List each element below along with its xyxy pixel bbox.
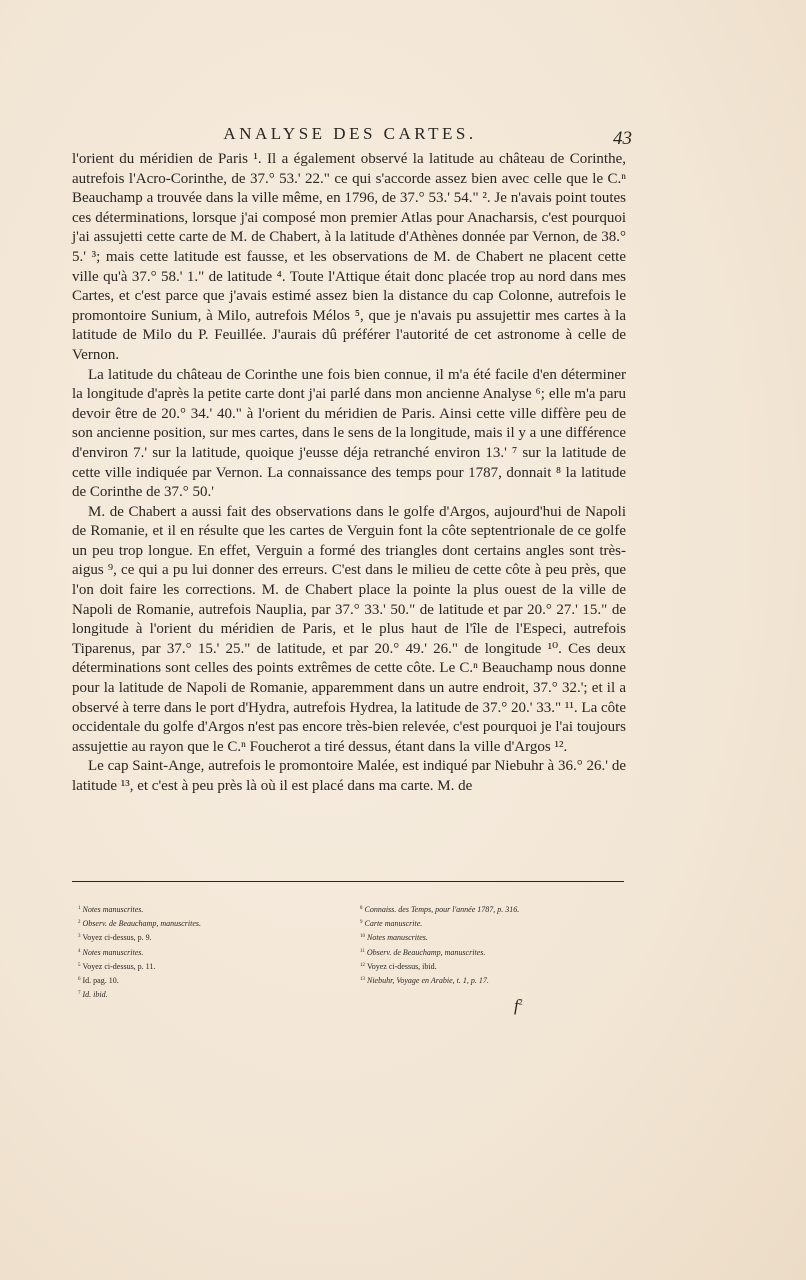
footnote-text: Notes manuscrites. bbox=[367, 933, 428, 943]
footnote-number: 11 bbox=[360, 948, 365, 954]
running-title: ANALYSE DES CARTES. bbox=[223, 124, 477, 143]
footnote bbox=[360, 902, 630, 916]
footnote-number: 2 bbox=[78, 920, 81, 926]
paragraph: La latitude du château de Corinthe une fois bien connue, il m'a été facile d'en déterminer la longitude d'après la petite carte dont j'ai parlé dans mon ancienne Analyse ⁶; elle m'a paru devoir être de 20.° 34.' 40." à l'orient du méridien de Paris. Ainsi cette ville diffère peu de son ancienne position, sur mes cartes, dans le sens de la longitude, mais il y a une différence d'environ 7.' sur la latitude, quoique j'eusse déja retranché environ 13.' ⁷ sur la latitude de cette ville indiquée par Vernon. La connaissance des temps pour 1787, donnait ⁸ la latitude de Corinthe de 37.° 50.' bbox=[72, 366, 626, 501]
footnote-number: 7 bbox=[78, 991, 81, 997]
footnote-text: Connaiss. des Temps, pour l'année 1787, p. 316. bbox=[364, 905, 520, 914]
footnote bbox=[78, 987, 348, 1001]
footnote-number: 3 bbox=[78, 934, 81, 940]
footnote-text: Voyez ci-dessus, p. 9. bbox=[82, 933, 152, 943]
footnote-text: Voyez ci-dessus, p. 11. bbox=[82, 961, 156, 971]
page-header bbox=[72, 124, 632, 150]
footnote bbox=[78, 973, 348, 987]
footnote bbox=[78, 902, 348, 916]
footnote bbox=[78, 916, 348, 930]
footnote-column-left bbox=[78, 902, 348, 1001]
footnote bbox=[360, 930, 630, 944]
footnote bbox=[360, 916, 630, 930]
footnote-number: 13 bbox=[360, 977, 365, 983]
footnote bbox=[360, 945, 630, 959]
paragraph: M. de Chabert a aussi fait des observations dans le golfe d'Argos, aujourd'hui de Napoli de Romanie, et il en résulte que les cartes de Verguin font la côte septentrionale de ce golfe un peu trop longue. En effet, Verguin a formé des triangles dont certains angles sont très-aigus ⁹, ce qui a pu lui donner des erreurs. C'est dans le milieu de cette côte à peu près, que l'on doit faire les corrections. M. de Chabert place la pointe la plus ouest de la ville de Napoli de Romanie, autrefois Nauplia, par 37.° 33.' 50." de latitude et par 20.° 27.' 15." de longitude à l'orient du méridien de Paris, et le plus haut de l'île de l'Especi, autrefois Tiparenus, par 37.° 15.' 25." de latitude, et par 20.° 49.' 26." de longitude ¹⁰. Ces deux déterminations sont celles des points extrêmes de cette côte. Le C.ⁿ Beauchamp nous donne pour la latitude de Napoli de Romanie, apparemment dans un autre endroit, 37.° 32.'; et il a observé à terre dans le port d'Hydra, autrefois Hydrea, la latitude de 37.° 20.' 33." ¹¹. La côte occidentale du golfe d'Argos n'est pas encore très-bien relevée, c'est pourquoi je l'ai toujours assujettie au rayon que le C.ⁿ Foucherot a tiré dessus, étant dans la ville d'Argos ¹². bbox=[72, 503, 626, 755]
footnote-number: 8 bbox=[360, 906, 363, 911]
footnote-number: 10 bbox=[360, 934, 365, 940]
signature-letter: f bbox=[514, 996, 519, 1015]
footnote-divider bbox=[72, 881, 624, 882]
footnote-text: Niebuhr, Voyage en Arabie, t. 1, p. 17. bbox=[367, 976, 489, 986]
footnote-text: Notes manuscrites. bbox=[82, 947, 144, 957]
footnote bbox=[360, 973, 630, 987]
footnote-number: 12 bbox=[360, 962, 365, 968]
footnote-text: Carte manuscrite. bbox=[364, 919, 423, 929]
footnote-number: 6 bbox=[78, 977, 81, 983]
paragraph: Le cap Saint-Ange, autrefois le promontoire Malée, est indiqué par Niebuhr à 36.° 26.' de latitude ¹³, et c'est à peu près là où il est placé dans ma carte. M. de bbox=[72, 758, 626, 794]
footnote bbox=[360, 959, 630, 973]
footnote-text: Observ. de Beauchamp, manuscrites. bbox=[82, 919, 201, 929]
page-number: 43 bbox=[613, 128, 632, 149]
footnote bbox=[78, 930, 348, 944]
footnote bbox=[78, 945, 348, 959]
paragraph: l'orient du méridien de Paris ¹. Il a également observé la latitude au château de Corinthe, autrefois l'Acro-Corinthe, de 37.° 53.' 22." ce qui s'accorde assez bien avec celle que le C.ⁿ Beauchamp a trouvée dans la ville même, en 1796, de 37.° 53.' 54." ². Je n'avais point toutes ces déterminations, lorsque j'ai composé mon premier Atlas pour Anacharsis, c'est pourquoi j'ai assujetti cette carte de M. de Chabert, à la latitude d'Athènes donnée par Vernon, de 38.° 5.' ³; mais cette latitude est fausse, et les observations de M. de Chabert ne placent cette ville qu'à 37.° 58.' 1." de latitude ⁴. Toute l'Attique était donc placée trop au nord dans mes Cartes, et c'est parce que j'avais estimé assez bien la distance du cap Colonne, autrefois le promontoire Sunium, à Milo, autrefois Mélos ⁵, que je n'avais pu assujettir mes cartes à la latitude de Milo du P. Feuillée. J'aurais dû préférer l'autorité de cet astronome à celle de Vernon. bbox=[72, 151, 626, 363]
footnote-text: Notes manuscrites. bbox=[82, 905, 144, 914]
signature-mark bbox=[514, 996, 523, 1016]
footnote-text: Voyez ci-dessus, ibid. bbox=[367, 961, 437, 971]
footnote-text: Id. ibid. bbox=[82, 990, 108, 1000]
footnote-text: Observ. de Beauchamp, manuscrites. bbox=[366, 947, 486, 957]
footnote-number: 9 bbox=[360, 920, 363, 926]
footnote-number: 5 bbox=[78, 962, 81, 968]
footnote-text: Id. pag. 10. bbox=[82, 976, 119, 986]
footnote-number: 1 bbox=[78, 906, 81, 911]
footnote-column-right bbox=[360, 902, 630, 987]
footnote-number: 4 bbox=[78, 948, 81, 954]
main-text bbox=[72, 150, 626, 797]
footnote bbox=[78, 959, 348, 973]
signature-number: 2 bbox=[518, 997, 523, 1007]
